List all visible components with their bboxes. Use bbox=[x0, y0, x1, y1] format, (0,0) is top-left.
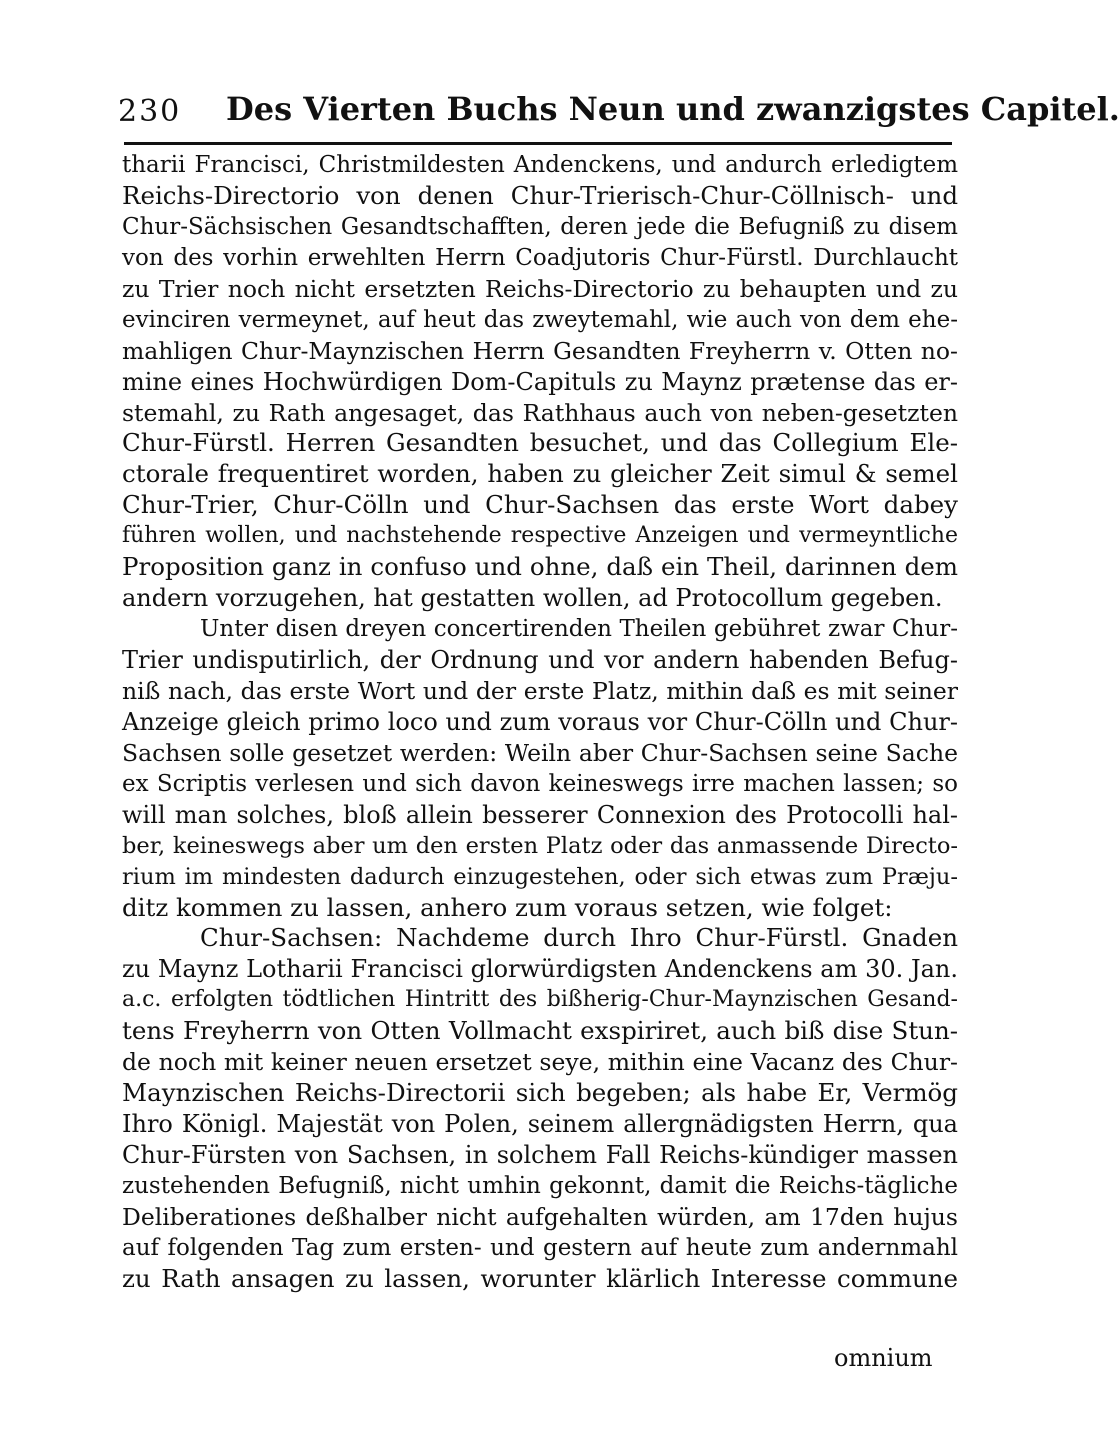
text-line: evinciren vermeynet, auf heut das zweytemahl, wie auch von dem ehe- bbox=[122, 306, 958, 333]
text-line: Chur-Sächsischen Gesandtschafften, deren jede die Befugniß zu disem bbox=[122, 213, 958, 240]
paragraph-first-line: Chur-Sachsen: Nachdeme durch Ihro Chur-Fürstl. Gnaden bbox=[200, 923, 958, 953]
text-line: de noch mit keiner neuen ersetzet seye, mithin eine Vacanz des Chur- bbox=[122, 1048, 958, 1077]
text-line: auf folgenden Tag zum ersten- und gestern auf heute zum andernmahl bbox=[122, 1234, 958, 1261]
text-line: niß nach, das erste Wort und der erste Platz, mithin daß es mit seiner bbox=[122, 676, 958, 705]
text-line: stemahl, zu Rath angesaget, das Rathhaus auch von neben-gesetzten bbox=[122, 398, 958, 427]
header-rule bbox=[124, 142, 952, 145]
text-line: a.c. erfolgten tödtlichen Hintritt des bißherig-Chur-Maynzischen Gesand- bbox=[122, 987, 958, 1013]
text-line: Trier undisputirlich, der Ordnung und vor andern habenden Befug- bbox=[122, 646, 958, 674]
text-line: Deliberationes deßhalber nicht aufgehalten würden, am 17den hujus bbox=[122, 1202, 958, 1231]
text-line: von des vorhin erwehlten Herrn Coadjutoris Chur-Fürstl. Durchlaucht bbox=[122, 244, 958, 271]
paragraph-first-line: Unter disen dreyen concertirenden Theilen gebühret zwar Chur- bbox=[200, 616, 958, 643]
text-line: Chur-Trier, Chur-Cölln und Chur-Sachsen das erste Wort dabey bbox=[122, 490, 958, 520]
text-line: tharii Francisci, Christmildesten Andenckens, und andurch erledigtem bbox=[122, 152, 958, 178]
text-line: Anzeige gleich primo loco und zum voraus vor Chur-Cölln und Chur- bbox=[122, 707, 958, 736]
text-line: Proposition ganz in confuso und ohne, daß ein Theil, darinnen dem bbox=[122, 552, 958, 582]
text-line: Chur-Fürstl. Herren Gesandten besuchet, und das Collegium Ele- bbox=[122, 428, 958, 458]
text-line: ber, keineswegs aber um den ersten Platz oder das anmassende Directo- bbox=[122, 832, 958, 859]
text-line: zustehenden Befugniß, nicht umhin gekonnt, damit die Reichs-tägliche bbox=[122, 1172, 958, 1199]
body-text bbox=[122, 150, 958, 1295]
text-line: mahligen Chur-Maynzischen Herrn Gesandten Freyherrn v. Otten no- bbox=[122, 336, 958, 365]
catchword: omnium bbox=[834, 1344, 933, 1372]
running-head: Des Vierten Buchs Neun und zwanzigstes Capitel. bbox=[226, 90, 1120, 128]
text-line: Ihro Königl. Majestät von Polen, seinem allergnädigsten Herrn, qua bbox=[122, 1110, 958, 1139]
text-line: tens Freyherrn von Otten Vollmacht exspiriret, auch biß dise Stun- bbox=[122, 1016, 958, 1046]
text-line: mine eines Hochwürdigen Dom-Capituls zu Maynz prætense das er- bbox=[122, 367, 958, 396]
text-line: zu Trier noch nicht ersetzten Reichs-Directorio zu behaupten und zu bbox=[122, 274, 958, 303]
page-header bbox=[118, 88, 1120, 134]
text-line: Sachsen solle gesetzet werden: Weiln aber Chur-Sachsen seine Sache bbox=[122, 738, 958, 767]
text-line: zu Maynz Lotharii Francisci glorwürdigsten Andenckens am 30. Jan. bbox=[122, 955, 958, 984]
text-line: zu Rath ansagen zu lassen, worunter klärlich Interesse commune bbox=[122, 1263, 958, 1293]
text-line: rium im mindesten dadurch einzugestehen, oder sich etwas zum Præju- bbox=[122, 863, 958, 890]
text-line: ctorale frequentiret worden, haben zu gleicher Zeit simul & semel bbox=[122, 459, 958, 489]
text-line: Maynzischen Reichs-Directorii sich begeben; als habe Er, Vermög bbox=[122, 1078, 958, 1108]
text-line: will man solches, bloß allein besserer Connexion des Protocolli hal- bbox=[122, 800, 958, 829]
text-line: Chur-Fürsten von Sachsen, in solchem Fall Reichs-kündiger massen bbox=[122, 1141, 958, 1169]
text-line: andern vorzugehen, hat gestatten wollen, ad Protocollum gegeben. bbox=[122, 584, 943, 613]
text-line: führen wollen, und nachstehende respective Anzeigen und vermeyntliche bbox=[122, 523, 958, 549]
text-line: Reichs-Directorio von denen Chur-Trierisch-Chur-Cöllnisch- und bbox=[122, 180, 958, 210]
page-number: 230 bbox=[118, 94, 182, 129]
text-line: ditz kommen zu lassen, anhero zum voraus setzen, wie folget: bbox=[122, 892, 893, 922]
text-line: ex Scriptis verlesen und sich davon keineswegs irre machen lassen; so bbox=[122, 770, 958, 797]
